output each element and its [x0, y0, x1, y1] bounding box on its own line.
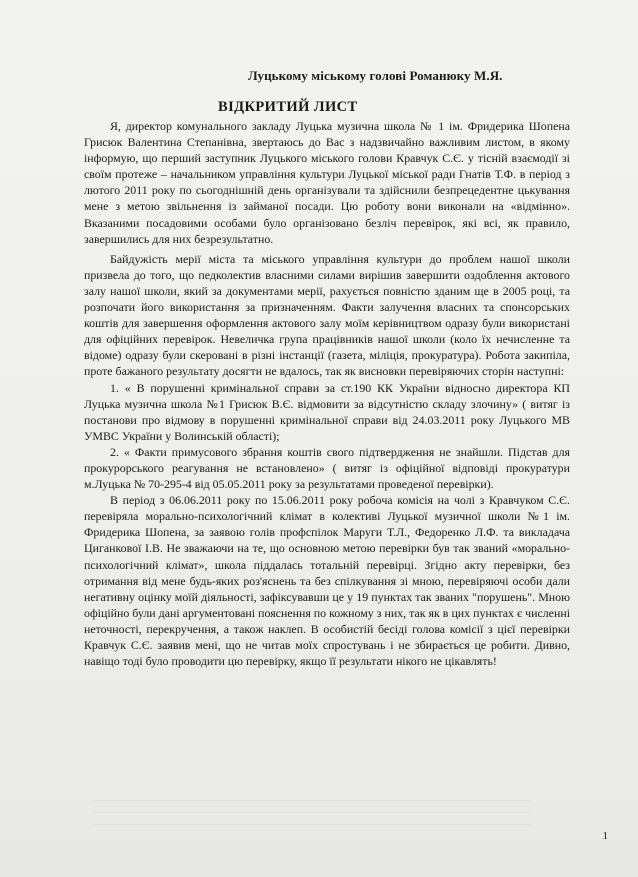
finding-item-1: 1. « В порушенні кримінальної справи за ст.190 КК України відносно директора КП Луцька музична школа №1 Грисюк В.Є. відмовити за відсутністю складу злочину» ( витяг із постанови про відмову в порушенні кримінальної справи від 24.03.2011 року Луцького МВ УМВС України у Волинській області); — [84, 380, 570, 443]
letter-title: ВІДКРИТИЙ ЛИСТ — [218, 99, 358, 115]
finding-item-2: 2. « Факти примусового збрання коштів свого підтвердження не знайшли. Підстав для прокурорського реагування не встановлено» ( витяг із офіційної відповіді прокуратури м.Луцька № 70-295-4 від 05.05.2011 року за результатами проведеної перевірки). — [84, 444, 570, 492]
paragraph-indifference: Байдужість мерії міста та міського управління культури до проблем нашої школи призвела до того, що педколектив власними силами вирішив завершити оздоблення актового залу нашої школи, який за документами мерії, рахується повністю зданим ще в 2005 році, та розпочати його використання за призначенням. Факти залучення власних та спонсорських коштів для завершення оформлення актового залу моїм керівництвом одразу були використані для офіційних перевірок. Невеличка група працівників нашої школи (коло їх нечисленне та відоме) одразу були скеровані в різні інстанції (газета, міліція, прокуратура). Робота закипіла, проте бажаного результату досягти не вдалось, так як висновки перевіряючих сторін наступні: — [84, 251, 570, 379]
addressee-line: Луцькому міському голові Романюку М.Я. — [248, 68, 503, 83]
paragraph-commission: В період з 06.06.2011 року по 15.06.2011 року робоча комісія на чолі з Кравчуком С.Є. перевіряла морально-психологічний клімат в колективі Луцької музичної школи №1 ім. Фридерика Шопена, за заявою голів профспілок Маруги Т.Л., Федоренко Л.Ф. та викладача Циганкової І.В. Не зважаючи на те, що основною метою перевірки був так званий «морально-психологічний клімат», школа піддалась тотальній перевірці. Згідно акту перевірки, без отримання від мене будь-яких роз'яснень та без спілкування зі мною, перевіряючі особи дали негативну оцінку моїй діяльності, зафіксувавши це у 19 пунктах так званих "порушень". Мною офіційно були дані аргументовані пояснення по кожному з них, так як в цих пунктах є численні неточності, перекручення, а також наклеп. В особистій бесіді голова комісії з цієї перевірки Кравчук С.Є. заявив мені, що не читав моїх спростувань і не збирається це робити. Дивно, навіщо тоді було проводити цю перевірку, якщо її результати нікого не цікавлять! — [84, 493, 570, 669]
page-number: 1 — [602, 830, 608, 842]
letter-body — [84, 118, 570, 669]
paragraph-intro: Я, директор комунального закладу Луцька музична школа № 1 ім. Фридерика Шопена Грисюк Валентина Степанівна, звертаюсь до Вас з надзвичайно важливим листом, в якому інформую, що перший заступник Луцького міського голови Кравчук С.Є. у тісній взаємодії зі своїм протеже – начальником управління культури Луцької міської ради Гнатів Т.Ф. в період з лютого 2011 року по сьогоднішній день організували та здійснили безпрецедентне цькування мене з метою звільнення із займаної посади. Цю роботу вони виконали на «відмінно». Вказаними посадовими особами було організовано безліч перевірок, які всі, як правило, завершились для них безрезультатно. — [84, 119, 570, 246]
show-through-text — [90, 800, 530, 830]
